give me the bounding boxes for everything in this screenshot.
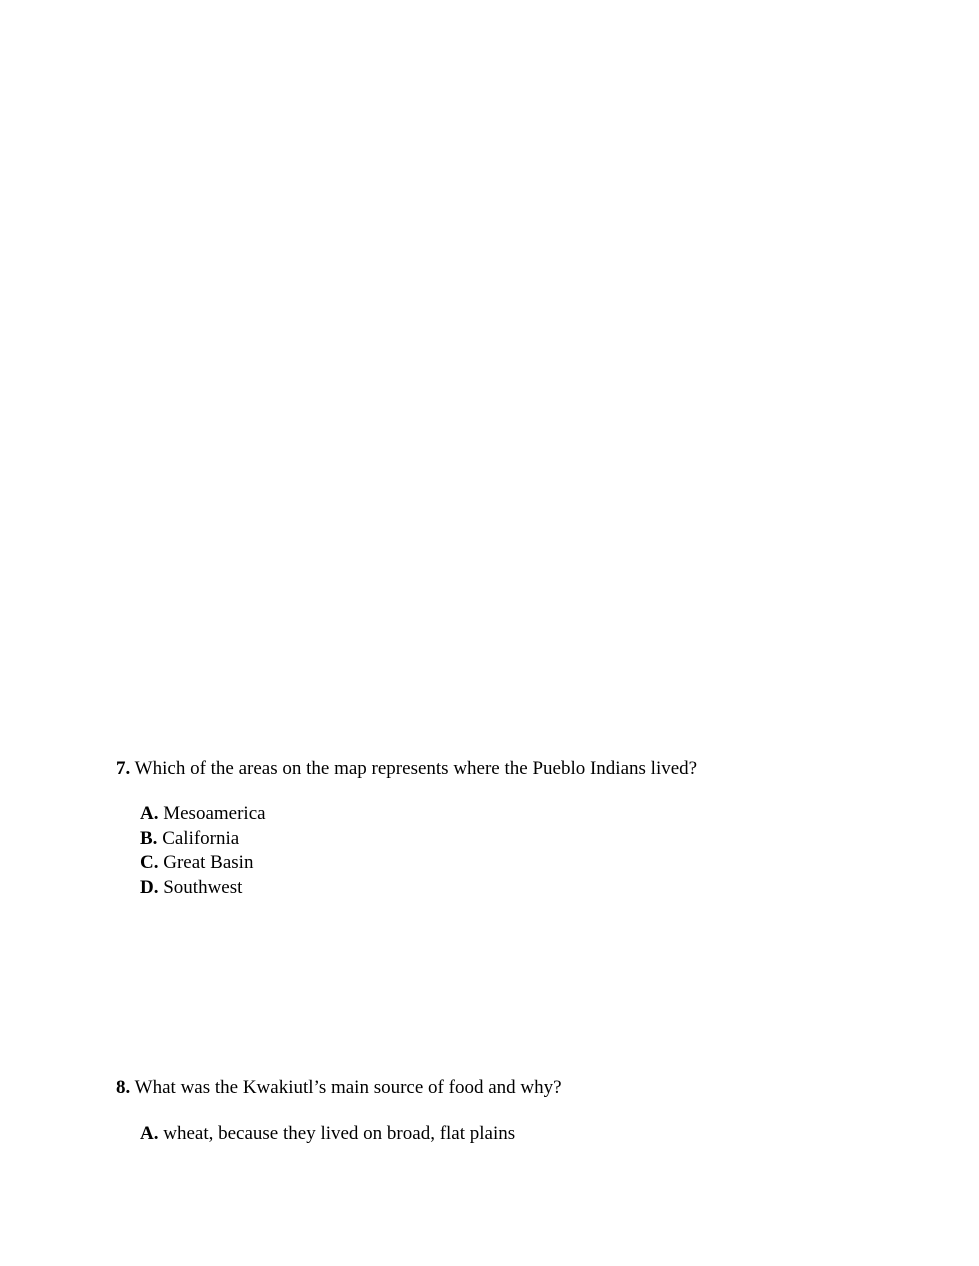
option-letter: A. (140, 1123, 159, 1144)
option-text: Great Basin (163, 852, 254, 873)
answer-option-a (140, 1122, 515, 1147)
option-text: California (162, 827, 240, 849)
question-text: Which of the areas on the map represents where the Pueblo Indians lived? (134, 758, 698, 779)
question-number: 8. (116, 1077, 131, 1098)
option-text: wheat, because they lived on broad, flat plains (163, 1123, 516, 1144)
question-7 (116, 757, 697, 781)
option-letter: A. (140, 803, 159, 824)
answer-option-a (140, 802, 266, 827)
answer-option-d (140, 876, 266, 901)
answer-option-c (140, 851, 266, 876)
option-letter: B. (140, 827, 158, 849)
question-8 (116, 1076, 562, 1100)
answer-option-b (140, 827, 266, 852)
option-text: Mesoamerica (163, 803, 266, 824)
option-text: Southwest (163, 876, 243, 898)
option-letter: C. (140, 852, 159, 873)
answer-options-7 (140, 802, 266, 900)
question-text: What was the Kwakiutl’s main source of food and why? (134, 1077, 562, 1098)
question-number: 7. (116, 758, 131, 779)
answer-options-8 (140, 1122, 515, 1147)
option-letter: D. (140, 876, 159, 898)
